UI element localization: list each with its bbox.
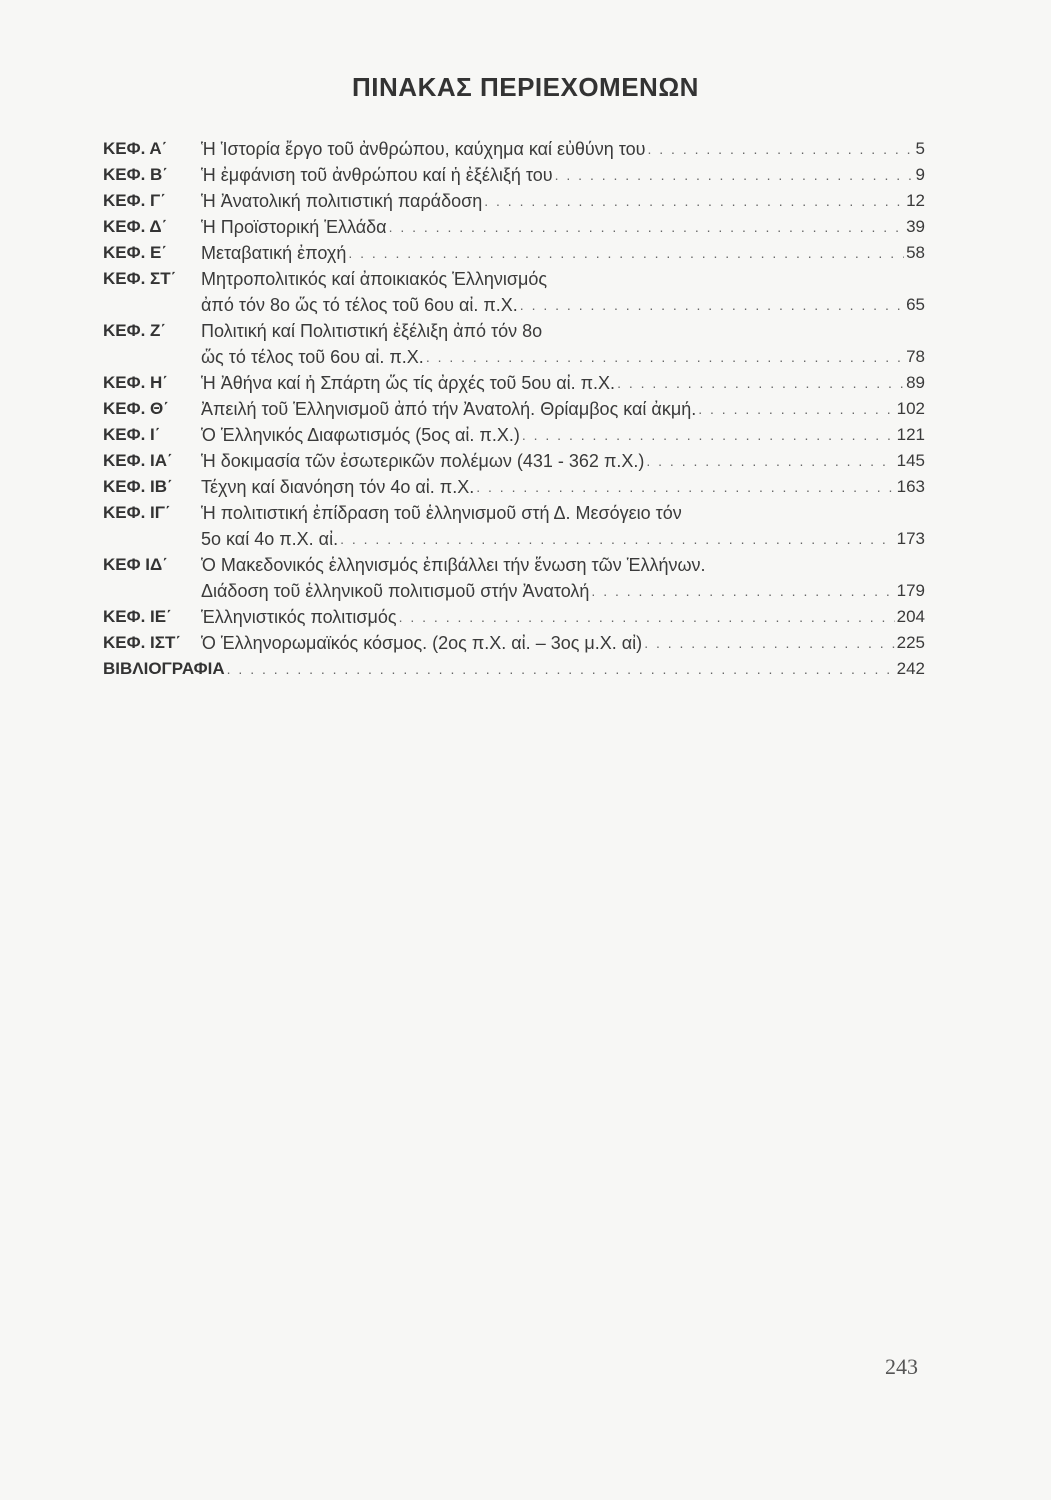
toc-line [103, 316, 925, 342]
page-ref: 163 [896, 477, 925, 496]
toc-entry [103, 498, 925, 550]
chapter-title: Ὁ Μακεδονικός ἑλληνισμός ἐπιβάλλει τήν ἕνωση τῶν Ἑλλήνων. [201, 555, 706, 575]
page-title: ΠΙΝΑΚΑΣ ΠΕΡΙΕΧΟΜΕΝΩΝ [352, 72, 699, 102]
chapter-title: Ἀπειλή τοῦ Ἑλληνισμοῦ ἀπό τήν Ἀνατολή. Θρίαμβος καί ἀκμή. [201, 399, 697, 419]
dot-leader [227, 658, 895, 680]
table-of-contents [103, 134, 925, 680]
chapter-title: Ἡ Ἀθήνα καί ἡ Σπάρτη ὥς τίς ἀρχές τοῦ 5ου αἰ. π.Χ. [201, 373, 616, 393]
page-ref: 179 [896, 581, 925, 600]
chapter-label: ΚΕΦ. Δ΄ [103, 217, 168, 236]
dot-leader [484, 190, 904, 212]
chapter-label: ΚΕΦ. Α΄ [103, 139, 168, 158]
page-ref: 58 [906, 243, 925, 262]
page-ref: 121 [896, 425, 925, 444]
toc-line [103, 628, 925, 654]
dot-leader [648, 138, 914, 160]
toc-line [103, 186, 925, 212]
chapter-title: Ἡ ἐμφάνιση τοῦ ἀνθρώπου καί ἡ ἐξέλιξή του [201, 165, 553, 185]
chapter-title: Ἡ Ἀνατολική πολιτιστική παράδοση [201, 191, 483, 211]
chapter-title: 5ο καί 4ο π.Χ. αἰ. [201, 529, 339, 549]
dot-leader [646, 450, 894, 472]
page-ref: 78 [906, 347, 925, 366]
page-number: 243 [885, 1354, 918, 1379]
toc-line [103, 368, 925, 394]
page-ref: 5 [915, 139, 925, 158]
dot-leader [348, 242, 904, 264]
chapter-label: ΚΕΦ. Θ΄ [103, 399, 169, 418]
dot-leader [520, 294, 904, 316]
chapter-title: Ὁ Ἑλληνικός Διαφωτισμός (5ος αἰ. π.Χ.) [201, 425, 520, 445]
toc-entry [103, 212, 925, 238]
dot-leader [476, 476, 894, 498]
chapter-title: Πολιτική καί Πολιτιστική ἐξέλιξη ἀπό τόν 8ο [201, 321, 543, 341]
toc-entry [103, 368, 925, 394]
dot-leader [389, 216, 905, 238]
page-ref: 145 [896, 451, 925, 470]
toc-entry [103, 186, 925, 212]
dot-leader [698, 398, 894, 420]
dot-leader [426, 346, 904, 368]
chapter-label: ΚΕΦ. Β΄ [103, 165, 168, 184]
toc-entry [103, 394, 925, 420]
toc-entry [103, 550, 925, 602]
toc-entry [103, 238, 925, 264]
dot-leader [591, 580, 894, 602]
chapter-label: ΚΕΦ ΙΔ΄ [103, 555, 168, 574]
toc-line [103, 420, 925, 446]
toc-line [103, 576, 925, 602]
page-ref: 9 [915, 165, 925, 184]
page-ref: 225 [896, 633, 925, 652]
toc-line [103, 212, 925, 238]
chapter-title: Ἡ πολιτιστική ἐπίδραση τοῦ ἑλληνισμοῦ στή Δ. Μεσόγειο τόν [201, 503, 682, 523]
page-ref: 242 [896, 659, 925, 678]
chapter-label: ΚΕΦ. ΙΒ΄ [103, 477, 173, 496]
toc-line [103, 446, 925, 472]
toc-line [103, 264, 925, 290]
toc-line [103, 524, 925, 550]
toc-line [103, 160, 925, 186]
page-ref: 89 [906, 373, 925, 392]
chapter-label: ΚΕΦ. Γ΄ [103, 191, 166, 210]
chapter-title: Ὁ Ἑλληνορωμαϊκός κόσμος. (2ος π.Χ. αἰ. – 3ος μ.Χ. αἰ) [201, 633, 643, 653]
chapter-label: ΚΕΦ. ΙΕ΄ [103, 607, 172, 626]
page-ref: 39 [906, 217, 925, 236]
toc-entry [103, 264, 925, 316]
toc-line [103, 134, 925, 160]
chapter-title: Ἡ δοκιμασία τῶν ἐσωτερικῶν πολέμων (431 - 362 π.Χ.) [201, 451, 645, 471]
toc-line [103, 550, 925, 576]
chapter-title: Ἡ Προϊστορική Ἑλλάδα [201, 217, 387, 237]
toc-entry [103, 160, 925, 186]
toc-line [103, 472, 925, 498]
toc-entry [103, 602, 925, 628]
toc-line [103, 342, 925, 368]
page-ref: 12 [906, 191, 925, 210]
chapter-label: ΚΕΦ. Ε΄ [103, 243, 168, 262]
chapter-label: ΚΕΦ. Ι΄ [103, 425, 161, 444]
chapter-label: ΚΕΦ. Ζ΄ [103, 321, 167, 340]
page-ref: 204 [896, 607, 925, 626]
chapter-label: ΚΕΦ. ΣΤ΄ [103, 269, 177, 288]
page-ref: 65 [906, 295, 925, 314]
chapter-title: Διάδοση τοῦ ἑλληνικοῦ πολιτισμοῦ στήν Ἀνατολή [201, 581, 590, 601]
toc-line [103, 290, 925, 316]
chapter-title: Τέχνη καί διανόηση τόν 4ο αἰ. π.Χ. [201, 477, 475, 497]
page-ref: 102 [896, 399, 925, 418]
bibliography-label: ΒΙΒΛΙΟΓΡΑΦΙΑ [103, 659, 225, 678]
chapter-title: Μεταβατική ἐποχή [201, 243, 347, 263]
dot-leader [617, 372, 904, 394]
toc-line [103, 238, 925, 264]
chapter-title: Ἡ Ἱστορία ἔργο τοῦ ἀνθρώπου, καύχημα καί εὐθύνη του [201, 139, 646, 159]
dot-leader [555, 164, 914, 186]
toc-entry [103, 472, 925, 498]
chapter-label: ΚΕΦ. ΙΓ΄ [103, 503, 171, 522]
toc-line [103, 394, 925, 420]
chapter-label: ΚΕΦ. Η΄ [103, 373, 168, 392]
chapter-title: Μητροπολιτικός καί ἀποικιακός Ἑλληνισμός [201, 269, 548, 289]
toc-entry [103, 628, 925, 654]
chapter-title: ὥς τό τέλος τοῦ 6ου αἰ. π.Χ. [201, 347, 424, 367]
toc-line [103, 654, 925, 680]
page-ref: 173 [896, 529, 925, 548]
toc-entry [103, 134, 925, 160]
toc-entry-bibliography [103, 654, 925, 680]
toc-entry [103, 316, 925, 368]
dot-leader [644, 632, 894, 654]
dot-leader [522, 424, 895, 446]
dot-leader [340, 528, 895, 550]
chapter-label: ΚΕΦ. ΙΑ΄ [103, 451, 173, 470]
toc-line [103, 498, 925, 524]
chapter-label: ΚΕΦ. ΙΣΤ΄ [103, 633, 181, 652]
toc-entry [103, 420, 925, 446]
toc-entry [103, 446, 925, 472]
toc-line [103, 602, 925, 628]
chapter-title: ἀπό τόν 8ο ὥς τό τέλος τοῦ 6ου αἰ. π.Χ. [201, 295, 518, 315]
dot-leader [399, 606, 895, 628]
chapter-title: Ἑλληνιστικός πολιτισμός [201, 607, 397, 627]
